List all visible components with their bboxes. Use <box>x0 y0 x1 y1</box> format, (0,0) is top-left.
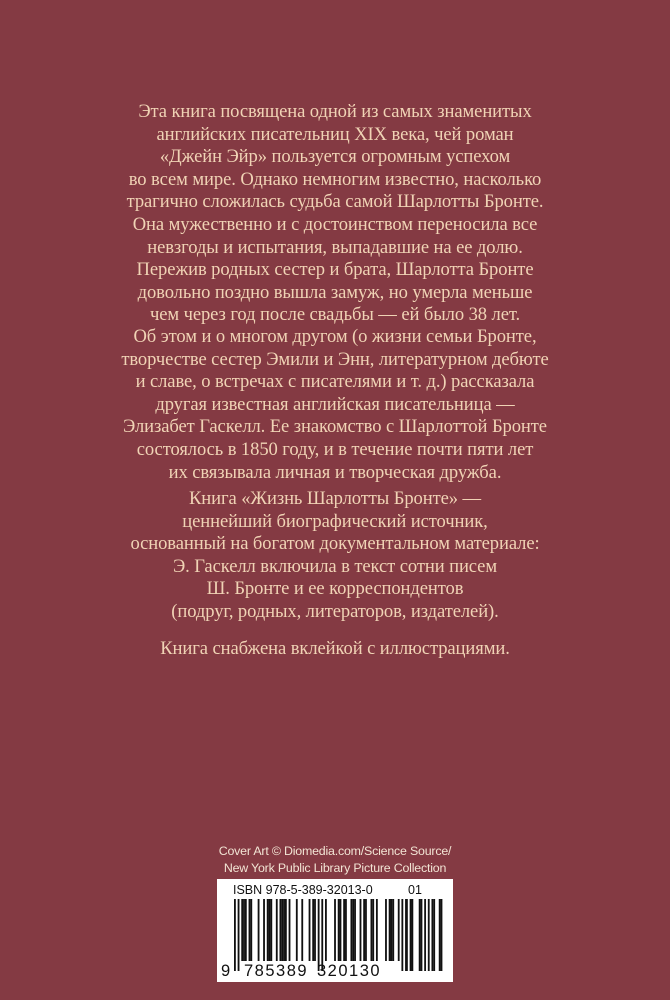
text-line: Ш. Бронте и ее корреспондентов <box>206 578 464 600</box>
addon-bar <box>439 899 441 971</box>
barcode-digit-first: 9 <box>221 962 232 980</box>
text-line: их связывала личная и творческая дружба. <box>168 461 502 483</box>
text-line: Эта книга посвящена одной из самых знаменитых <box>138 101 532 122</box>
addon-bars <box>406 899 442 971</box>
barcode-bar <box>312 899 314 961</box>
addon-bar <box>419 899 421 971</box>
addon-bar <box>421 899 423 971</box>
text-line: творчестве сестер Эмили и Энн, литературном дебюте <box>121 348 549 370</box>
annotation-paragraph-1 <box>95 101 575 327</box>
barcode-bar <box>334 899 336 961</box>
text-line: «Джейн Эйр» пользуется огромным успехом <box>159 146 511 168</box>
text-line: довольно поздно вышла замуж, но умерла меньше <box>137 281 533 303</box>
barcode-bar <box>389 899 391 961</box>
credits-line-2: New York Public Library Picture Collection <box>223 861 447 875</box>
text-line: невзгоды и испытания, выпадавшие на ее долю. <box>147 236 523 258</box>
barcode-bar <box>314 899 316 961</box>
barcode-bar <box>318 899 320 971</box>
barcode-bar <box>276 899 278 961</box>
barcode-bar <box>263 899 265 961</box>
barcode-bar <box>245 899 247 961</box>
text-line: Э. Гаскелл включила в текст сотни писем <box>172 555 498 577</box>
text-line: чем через год после свадьбы — ей было 38 лет. <box>149 304 521 326</box>
addon-bar <box>428 899 430 971</box>
barcode-bar <box>360 899 362 961</box>
cover-art-credits <box>135 843 535 877</box>
barcode-bar <box>267 899 269 961</box>
barcode-bar <box>343 899 345 961</box>
barcode-bar <box>281 899 283 961</box>
barcode-bar <box>372 899 374 961</box>
text-line: во всем мире. Однако немногим известно, насколько <box>128 168 542 190</box>
addon-bar <box>406 899 408 971</box>
text-line: Книга «Жизнь Шарлотты Бронте» — <box>189 488 481 509</box>
text-line: основанный на богатом документальном материале: <box>130 533 540 555</box>
barcode-bar <box>401 899 403 971</box>
barcode-addon-digits <box>410 962 413 980</box>
barcode-bar <box>340 899 342 961</box>
barcode-bar <box>250 899 252 961</box>
barcode-bar <box>365 899 367 961</box>
text-line: Книга снабжена вклейкой с иллюстрациями. <box>160 638 510 659</box>
barcode-bar <box>325 899 327 961</box>
barcode-digit-right-group: 320130 <box>317 962 382 980</box>
text-line: (подруг, родных, литераторов, издателей). <box>171 600 499 622</box>
barcode-bar <box>234 899 236 971</box>
barcode-bar <box>296 899 298 961</box>
barcode-bar <box>398 899 400 961</box>
addon-bar <box>431 899 433 971</box>
barcode-bar <box>352 899 354 961</box>
barcode-bar <box>280 899 282 961</box>
barcode-digit-left-group: 785389 <box>244 962 309 980</box>
annotation-paragraph-2 <box>95 326 575 484</box>
barcode-bar <box>385 899 387 961</box>
isbn-addon-code: 01 <box>408 883 422 897</box>
credits-line-1: Cover Art © Diomedia.com/Science Source/ <box>218 844 452 858</box>
annotation-paragraph-4 <box>95 638 575 661</box>
barcode-bar <box>289 899 291 961</box>
barcode-bar <box>285 899 287 961</box>
ean13-bars <box>234 899 407 971</box>
text-line: Пережив родных сестер и брата, Шарлотта Бронте <box>136 259 534 281</box>
barcode-bar <box>283 899 285 961</box>
barcode-bar <box>392 899 394 961</box>
barcode-bar <box>269 899 271 961</box>
barcode-bar <box>321 899 323 971</box>
barcode-bar <box>363 899 365 961</box>
addon-bar <box>410 899 412 971</box>
barcode-bar <box>243 899 245 961</box>
text-line: и славе, о встречах с писателями и т. д.) рассказала <box>135 371 535 393</box>
addon-bar <box>433 899 435 971</box>
addon-bar <box>441 899 443 971</box>
barcode-bar <box>345 899 347 961</box>
text-line: Элизабет Гаскелл. Ее знакомство с Шарлоттой Бронте <box>123 416 547 438</box>
barcode-bar <box>238 899 240 971</box>
barcode-bar <box>258 899 260 961</box>
barcode-bar <box>249 899 251 961</box>
barcode-digits <box>217 962 453 980</box>
barcode-bar <box>376 899 378 961</box>
annotation-paragraph-3 <box>95 488 575 624</box>
barcode-bar <box>270 899 272 961</box>
barcode-bar <box>241 899 243 961</box>
text-line: состоялось в 1850 году, и в течение почти пяти лет <box>136 438 534 460</box>
text-line: другая известная английская писательница — <box>155 393 515 415</box>
text-line: Она мужественно и с достоинством переносила все <box>132 213 538 235</box>
text-line: ценнейший биографический источник, <box>182 510 488 532</box>
text-line: трагично сложилась судьба самой Шарлотты Бронте. <box>126 191 544 213</box>
barcode-bar <box>350 899 352 961</box>
barcode-bar <box>301 899 303 961</box>
barcode-bar <box>338 899 340 961</box>
addon-bar <box>411 899 413 971</box>
text-line: английских писательниц XIX века, чей роман <box>156 123 514 145</box>
text-line: Об этом и о многом другом (о жизни семьи Бронте, <box>133 326 537 347</box>
barcode-bar <box>391 899 393 961</box>
barcode-bar <box>354 899 356 961</box>
addon-bar <box>424 899 426 971</box>
barcode-bar <box>309 899 311 961</box>
barcode-box <box>217 879 453 982</box>
isbn-label: ISBN 978-5-389-32013-0 <box>233 883 373 897</box>
barcode-bar <box>371 899 373 961</box>
